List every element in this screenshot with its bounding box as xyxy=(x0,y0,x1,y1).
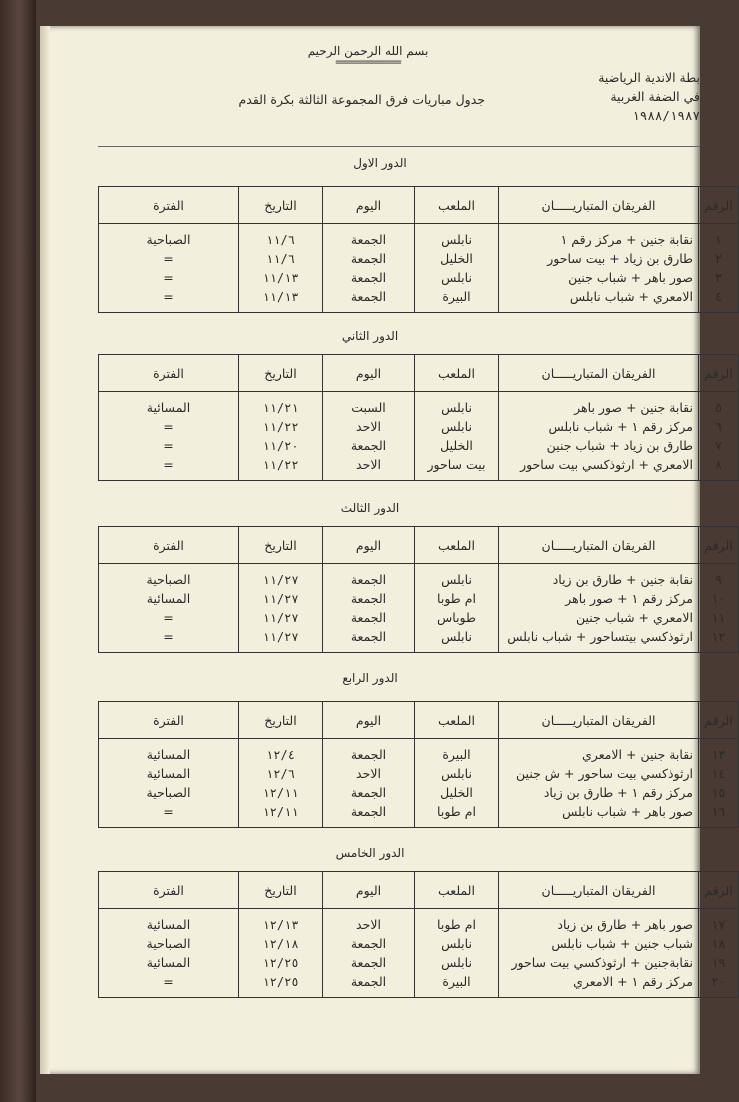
table-cell xyxy=(99,646,239,653)
table-row xyxy=(99,417,739,436)
table-cell: ام طوبا xyxy=(415,589,499,608)
table-cell: نابلس xyxy=(415,627,499,646)
table-cell xyxy=(99,474,239,481)
table-cell xyxy=(499,821,699,828)
table-cell: ١١/٢٧ xyxy=(239,608,323,627)
table-cell: = xyxy=(99,802,239,821)
table-cell: الصباحية xyxy=(99,570,239,589)
col-day: اليوم xyxy=(323,187,415,224)
table-cell: ١١/٢٧ xyxy=(239,570,323,589)
table-cell: الخليل xyxy=(415,783,499,802)
table-cell xyxy=(239,474,323,481)
table-cell: الجمعة xyxy=(323,934,415,953)
table-cell: نابلس xyxy=(415,764,499,783)
schedule-title: جدول مباريات فرق المجموعة الثالثة بكرة القدم xyxy=(238,92,485,107)
table-cell: ١١ xyxy=(699,608,739,627)
round-2-title: الدور الثاني xyxy=(341,329,399,343)
column-header: الفريقان المتباريـــــان xyxy=(499,702,699,739)
column-header: اليوم xyxy=(323,872,415,909)
column-header: التاريخ xyxy=(239,355,323,392)
table-cell: ٥ xyxy=(699,398,739,417)
table-cell: الاحد xyxy=(323,764,415,783)
table-cell: مركز رقم ١ + الامعري xyxy=(499,972,699,991)
table-row xyxy=(99,230,739,249)
table-cell: = xyxy=(99,608,239,627)
column-header: الرقم xyxy=(699,527,739,564)
table-cell: ١١/٢٠ xyxy=(239,436,323,455)
column-header: اليوم xyxy=(323,527,415,564)
table-cell xyxy=(699,821,739,828)
table-cell: ٧ xyxy=(699,436,739,455)
round-3-table xyxy=(98,526,739,653)
table-cell: الجمعة xyxy=(323,249,415,268)
round-2-table xyxy=(98,354,739,481)
table-cell: نقابةجنين + ارثوذكسي بيت ساحور xyxy=(499,953,699,972)
table-cell: السبت xyxy=(323,398,415,417)
table-cell: الجمعة xyxy=(323,589,415,608)
table-cell: الجمعة xyxy=(323,570,415,589)
table-cell: = xyxy=(99,455,239,474)
table-cell: ١٢/١٨ xyxy=(239,934,323,953)
table-cell: ٦ xyxy=(699,417,739,436)
round-4-title: الدور الرابع xyxy=(342,671,398,685)
table-cell: المسائية xyxy=(99,398,239,417)
table-row xyxy=(99,972,739,991)
table-cell: ١١/٢٧ xyxy=(239,589,323,608)
column-header: الفترة xyxy=(99,527,239,564)
table-cell: الجمعة xyxy=(323,953,415,972)
col-teams: الفريقان المتباريـــــان xyxy=(499,187,699,224)
round-5-title: الدور الخامس xyxy=(335,846,405,860)
table-cell xyxy=(239,646,323,653)
table-cell xyxy=(499,991,699,998)
table-cell: بيت ساحور xyxy=(415,455,499,474)
column-header: الرقم xyxy=(699,355,739,392)
table-cell xyxy=(415,306,499,313)
table-cell: البيرة xyxy=(415,745,499,764)
table-cell xyxy=(323,306,415,313)
table-cell: الخليل xyxy=(415,249,499,268)
table-row xyxy=(99,287,739,306)
round-5-table xyxy=(98,871,739,998)
table-cell xyxy=(99,821,239,828)
column-header: الفترة xyxy=(99,872,239,909)
table-cell: الجمعة xyxy=(323,608,415,627)
table-cell xyxy=(415,474,499,481)
table-cell: ٣ xyxy=(699,268,739,287)
table-row xyxy=(99,745,739,764)
table-cell: ١ xyxy=(699,230,739,249)
table-cell xyxy=(323,821,415,828)
column-header: التاريخ xyxy=(239,702,323,739)
table-cell: ١٣ xyxy=(699,745,739,764)
table-cell: المسائية xyxy=(99,764,239,783)
table-cell: الامعري + شباب نابلس xyxy=(499,287,699,306)
table-cell: الجمعة xyxy=(323,268,415,287)
table-cell: ١٢/٦ xyxy=(239,764,323,783)
table-cell: الجمعة xyxy=(323,745,415,764)
table-cell: ٢٠ xyxy=(699,972,739,991)
table-cell: نابلس xyxy=(415,953,499,972)
table-cell xyxy=(323,646,415,653)
table-cell: الجمعة xyxy=(323,287,415,306)
table-cell: = xyxy=(99,436,239,455)
table-cell: طارق بن زياد + بيت ساحور xyxy=(499,249,699,268)
round-1-title: الدور الاول xyxy=(353,156,407,170)
table-cell: ١٢/٢٥ xyxy=(239,953,323,972)
table-cell xyxy=(499,306,699,313)
table-cell: الاحد xyxy=(323,915,415,934)
page-gutter xyxy=(40,26,50,1074)
table-cell: ١١/١٣ xyxy=(239,287,323,306)
table-cell xyxy=(415,991,499,998)
table-cell xyxy=(323,474,415,481)
table-row xyxy=(99,764,739,783)
table-cell: ٤ xyxy=(699,287,739,306)
table-cell: المسائية xyxy=(99,953,239,972)
table-cell xyxy=(239,821,323,828)
table-cell: صور باهر + شباب جنين xyxy=(499,268,699,287)
table-cell: نقابة جنين + طارق بن زياد xyxy=(499,570,699,589)
table-cell: الجمعة xyxy=(323,627,415,646)
table-cell: ١٢/٤ xyxy=(239,745,323,764)
table-cell xyxy=(499,646,699,653)
table-cell: ١١/١٣ xyxy=(239,268,323,287)
table-cell: ام طوبا xyxy=(415,802,499,821)
table-cell: = xyxy=(99,972,239,991)
table-cell xyxy=(239,306,323,313)
table-cell: ١٠ xyxy=(699,589,739,608)
table-cell: = xyxy=(99,417,239,436)
table-cell: نابلس xyxy=(415,230,499,249)
basmala-underline: ============= xyxy=(335,57,401,68)
table-cell: الجمعة xyxy=(323,436,415,455)
table-cell: صور باهر + شباب نابلس xyxy=(499,802,699,821)
top-rule xyxy=(98,146,700,147)
table-row xyxy=(99,953,739,972)
table-cell: نابلس xyxy=(415,417,499,436)
table-cell: المسائية xyxy=(99,589,239,608)
table-cell: = xyxy=(99,287,239,306)
table-cell: ١٩ xyxy=(699,953,739,972)
table-cell: ١١/٦ xyxy=(239,230,323,249)
organization-block xyxy=(550,68,700,125)
column-header: التاريخ xyxy=(239,527,323,564)
column-header: الفترة xyxy=(99,355,239,392)
table-cell: طارق بن زياد + شباب جنين xyxy=(499,436,699,455)
table-cell: الجمعة xyxy=(323,230,415,249)
table-cell: ١١/٢١ xyxy=(239,398,323,417)
table-cell: ١٢/٢٥ xyxy=(239,972,323,991)
column-header: التاريخ xyxy=(239,872,323,909)
table-cell xyxy=(699,991,739,998)
table-cell: ١١/٢٢ xyxy=(239,455,323,474)
table-cell: البيرة xyxy=(415,972,499,991)
table-cell xyxy=(99,991,239,998)
column-header: الملعب xyxy=(415,355,499,392)
table-cell: الصباحية xyxy=(99,934,239,953)
column-header: اليوم xyxy=(323,355,415,392)
table-cell: ١٧ xyxy=(699,915,739,934)
table-cell: ١٦ xyxy=(699,802,739,821)
col-date: التاريخ xyxy=(239,187,323,224)
table-cell xyxy=(499,474,699,481)
table-cell: ارثوذكسي بيت ساحور + ش جنين xyxy=(499,764,699,783)
column-header: الملعب xyxy=(415,527,499,564)
table-row xyxy=(99,915,739,934)
table-cell: البيرة xyxy=(415,287,499,306)
table-cell xyxy=(239,991,323,998)
table-cell: ٢ xyxy=(699,249,739,268)
table-cell: نقابة جنين + الامعري xyxy=(499,745,699,764)
table-cell: نابلس xyxy=(415,268,499,287)
table-cell: ارثوذكسي بيتساحور + شباب نابلس xyxy=(499,627,699,646)
book-spine xyxy=(0,0,36,1102)
table-cell: نقابة جنين + مركز رقم ١ xyxy=(499,230,699,249)
season: ١٩٨٨/١٩٨٧ xyxy=(632,108,700,123)
table-cell: الجمعة xyxy=(323,783,415,802)
table-cell: المسائية xyxy=(99,745,239,764)
table-cell: مركز رقم ١ + طارق بن زياد xyxy=(499,783,699,802)
column-header: الملعب xyxy=(415,702,499,739)
table-cell: ١٤ xyxy=(699,764,739,783)
column-header: الفريقان المتباريـــــان xyxy=(499,355,699,392)
table-cell: ١٢ xyxy=(699,627,739,646)
table-cell: ١٢/١٣ xyxy=(239,915,323,934)
table-cell xyxy=(699,646,739,653)
table-cell xyxy=(699,306,739,313)
col-period: الفترة xyxy=(99,187,239,224)
table-cell: المسائية xyxy=(99,915,239,934)
table-cell: مركز رقم ١ + صور باهر xyxy=(499,589,699,608)
round-4-table xyxy=(98,701,739,828)
table-row xyxy=(99,589,739,608)
col-venue: الملعب xyxy=(415,187,499,224)
table-cell: ٨ xyxy=(699,455,739,474)
table-row xyxy=(99,627,739,646)
table-cell xyxy=(699,474,739,481)
table-cell: ١٢/١١ xyxy=(239,783,323,802)
table-cell: نابلس xyxy=(415,398,499,417)
table-cell: ١١/٦ xyxy=(239,249,323,268)
table-row xyxy=(99,802,739,821)
table-cell xyxy=(99,306,239,313)
column-header: الفريقان المتباريـــــان xyxy=(499,527,699,564)
column-header: الرقم xyxy=(699,702,739,739)
table-cell: الامعري + ارثوذكسي بيت ساحور xyxy=(499,455,699,474)
table-row xyxy=(99,570,739,589)
org-line-2: في الضفة الغربية xyxy=(610,89,700,104)
table-cell: الجمعة xyxy=(323,972,415,991)
table-cell: = xyxy=(99,249,239,268)
table-cell: ١١/٢٢ xyxy=(239,417,323,436)
table-cell: الجمعة xyxy=(323,802,415,821)
basmala-header xyxy=(288,44,448,68)
table-cell xyxy=(415,646,499,653)
table-cell: ١٢/١١ xyxy=(239,802,323,821)
table-cell: ام طوبا xyxy=(415,915,499,934)
table-cell: شباب جنين + شباب نابلس xyxy=(499,934,699,953)
table-cell: ١٨ xyxy=(699,934,739,953)
round-3-title: الدور الثالث xyxy=(340,501,400,515)
column-header: اليوم xyxy=(323,702,415,739)
table-row xyxy=(99,455,739,474)
table-cell: = xyxy=(99,268,239,287)
round-1-table xyxy=(98,186,739,313)
table-cell: الخليل xyxy=(415,436,499,455)
table-cell: الصباحية xyxy=(99,783,239,802)
table-row xyxy=(99,398,739,417)
table-row xyxy=(99,249,739,268)
table-cell: الصباحية xyxy=(99,230,239,249)
table-cell: نابلس xyxy=(415,934,499,953)
table-cell: = xyxy=(99,627,239,646)
col-number: الرقم xyxy=(699,187,739,224)
table-cell: الاحد xyxy=(323,455,415,474)
table-cell: نابلس xyxy=(415,570,499,589)
table-row xyxy=(99,268,739,287)
table-cell: ١١/٢٧ xyxy=(239,627,323,646)
table-cell: الاحد xyxy=(323,417,415,436)
column-header: الفترة xyxy=(99,702,239,739)
column-header: الرقم xyxy=(699,872,739,909)
table-cell: ١٥ xyxy=(699,783,739,802)
table-cell xyxy=(323,991,415,998)
table-cell: نقابة جنين + صور باهر xyxy=(499,398,699,417)
table-cell: طوباس xyxy=(415,608,499,627)
table-cell: صور باهر + طارق بن زياد xyxy=(499,915,699,934)
column-header: الفريقان المتباريـــــان xyxy=(499,872,699,909)
document-page xyxy=(40,26,733,1074)
basmala-text: بسم الله الرحمن الرحيم xyxy=(307,44,429,58)
table-row xyxy=(99,934,739,953)
table-row xyxy=(99,608,739,627)
table-cell: الامعري + شباب جنين xyxy=(499,608,699,627)
table-row xyxy=(99,783,739,802)
table-cell: مركز رقم ١ + شباب نابلس xyxy=(499,417,699,436)
table-row xyxy=(99,436,739,455)
org-line-1: بطة الاندية الرياضية xyxy=(598,70,700,85)
table-cell: ٩ xyxy=(699,570,739,589)
column-header: الملعب xyxy=(415,872,499,909)
table-cell xyxy=(415,821,499,828)
